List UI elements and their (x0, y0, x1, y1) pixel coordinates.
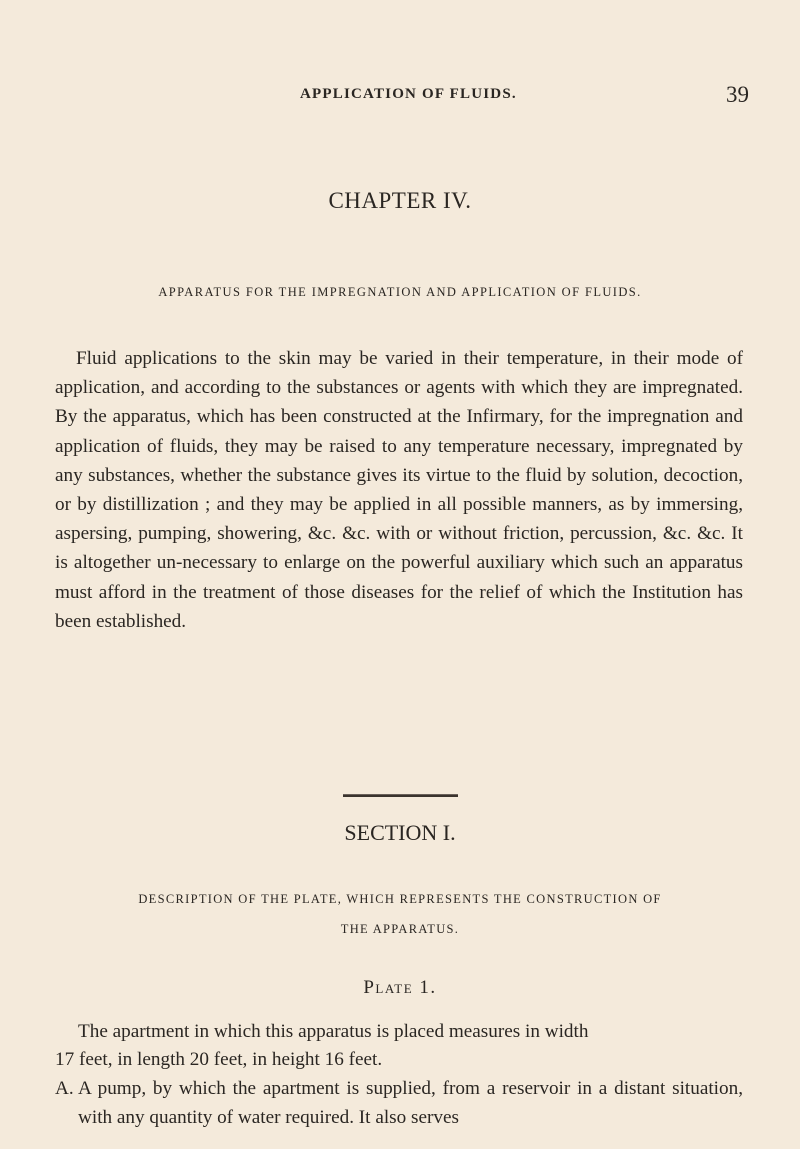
chapter-title: CHAPTER IV. (328, 188, 472, 213)
chapter-paragraph: Fluid applications to the skin may be varied in their temperature, in their mode of application, and according to the substances or agents with which they are impregnated. By the apparatus, which has been constructed at the Infirmary, for the impregnation and application of fluids, they may be raised to any temperature necessary, impregnated by any substances, whether the substance gives its virtue to the fluid by solution, decoction, or by distillization ; and they may be applied in all possible manners, as by immersing, aspersing, pumping, showering, &c. &c. with or without friction, percussion, &c. &c. It is altogether un-necessary to enlarge on the powerful auxiliary which such an apparatus must afford in the treatment of those diseases for the relief of which the Institution has been established. (55, 348, 743, 632)
section-description-line-2: THE APPARATUS. (340, 922, 460, 936)
running-title: APPLICATION OF FLUIDS. (300, 86, 517, 102)
plate-text-line-1: The apartment in which this apparatus is placed measures in width (78, 1021, 589, 1042)
section-description-line-1: DESCRIPTION OF THE PLATE, WHICH REPRESENTS THE CONSTRUCTION OF (138, 892, 662, 906)
chapter-subtitle: APPARATUS FOR THE IMPREGNATION AND APPLICATION OF FLUIDS. (158, 285, 642, 299)
section-title: SECTION I. (344, 820, 456, 845)
page-number: 39 (726, 82, 749, 107)
plate-item-a-text: A pump, by which the apartment is supplied, from a reservoir in a distant situation, with any quantity of water required. It also serves (78, 1078, 743, 1128)
section-divider-rule (343, 795, 458, 797)
running-head (0, 82, 800, 110)
plate-text-line-2: 17 feet, in length 20 feet, in height 16 feet. (55, 1049, 383, 1070)
plate-title: Plate 1. (363, 977, 437, 998)
plate-item-a-marker: A. (55, 1078, 74, 1099)
section-description (90, 884, 710, 944)
